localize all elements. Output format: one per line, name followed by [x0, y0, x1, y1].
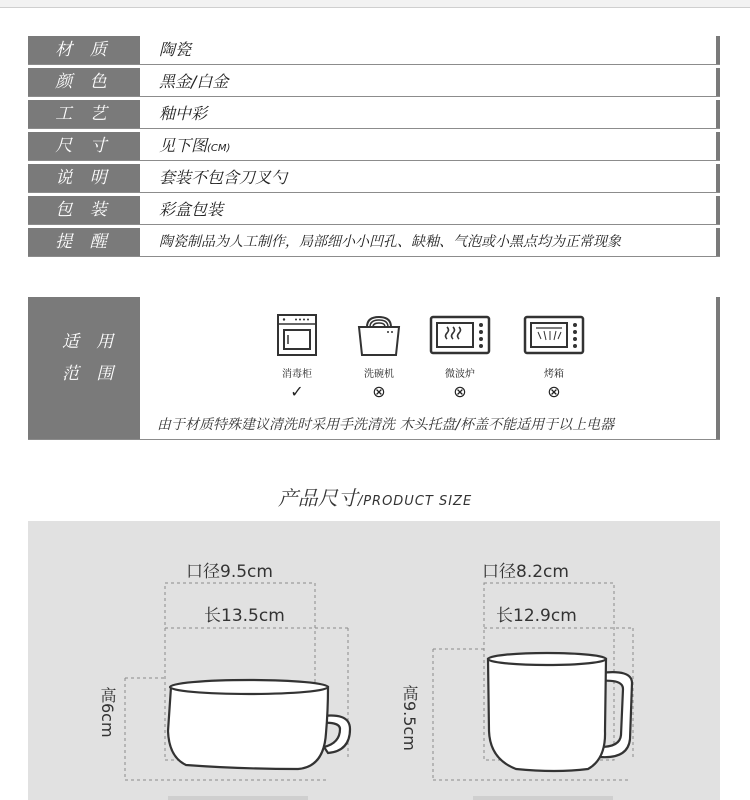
cup1-outline: [168, 680, 350, 769]
cross-icon: ⊗: [372, 382, 386, 401]
top-divider: [0, 0, 750, 8]
spec-table: [28, 36, 720, 260]
spec-label: 包 装: [28, 196, 140, 224]
cup2-height-label: 高9.5cm: [400, 685, 419, 751]
spec-label: 材 质: [28, 36, 140, 64]
spec-label: 颜 色: [28, 68, 140, 96]
check-icon: ✓: [290, 382, 304, 401]
usage-scope: [28, 297, 720, 440]
dimension-panel: [28, 521, 720, 800]
row-edge: [716, 196, 720, 224]
cup2-outline: [488, 653, 632, 771]
appliance-name: 烤箱: [544, 369, 564, 380]
spec-value: 彩盒包装: [159, 200, 224, 219]
cup2-mouth-label: 口径8.2cm: [482, 562, 569, 582]
sterilizer-icon: [275, 313, 319, 357]
spec-label: 说 明: [28, 164, 140, 192]
cup1-height-label: 高6cm: [98, 687, 117, 738]
spec-row-reminder: [28, 228, 720, 257]
row-edge: [716, 297, 720, 439]
appliance-name: 洗碗机: [364, 369, 394, 380]
spec-row-craft: [28, 100, 720, 129]
oven-icon: [522, 313, 586, 357]
spec-value: 陶瓷: [159, 40, 192, 59]
section-title-en: /PRODUCT SIZE: [357, 494, 473, 509]
row-edge: [716, 132, 720, 160]
spec-value: 套装不包含刀叉勺: [159, 168, 288, 187]
spec-row-size: [28, 132, 720, 161]
section-title-cn: 产品尺寸: [277, 486, 358, 510]
row-edge: [716, 228, 720, 256]
appliance-sterilizer: [262, 313, 332, 401]
cup1-length-label: 长13.5cm: [204, 606, 285, 626]
spec-label: 工 艺: [28, 100, 140, 128]
usage-label: [28, 297, 140, 439]
usage-label-line1: 适 用: [62, 332, 120, 352]
usage-label-line2: 范 围: [62, 364, 120, 384]
cross-icon: ⊗: [547, 382, 561, 401]
spec-row-packaging: [28, 196, 720, 225]
appliance-name: 消毒柜: [282, 369, 312, 380]
cup1-mouth-label: 口径9.5cm: [186, 562, 273, 582]
spec-row-color: [28, 68, 720, 97]
microwave-icon: [428, 313, 492, 357]
spec-value: 釉中彩: [159, 104, 208, 123]
appliance-oven: [519, 313, 589, 401]
spec-value: 黑金/白金: [159, 72, 229, 91]
spec-value: [159, 132, 230, 160]
size-unit: (CM): [207, 143, 231, 154]
appliance-microwave: [425, 313, 495, 401]
spec-row-material: [28, 36, 720, 65]
section-title: [0, 482, 750, 511]
cross-icon: ⊗: [453, 382, 467, 401]
cup2-length-label: 长12.9cm: [496, 606, 577, 626]
dishwasher-icon: [355, 313, 403, 357]
size-text: 见下图: [159, 136, 208, 155]
spec-row-description: [28, 164, 720, 193]
row-edge: [716, 36, 720, 64]
row-edge: [716, 68, 720, 96]
spec-label: 提 醒: [28, 228, 140, 256]
spec-value: 陶瓷制品为人工制作，局部细小小凹孔、缺釉、气泡或小黑点均为正常现象: [159, 234, 621, 250]
usage-note: 由于材质特殊建议清洗时采用手洗清洗 木头托盘/杯盖不能适用于以上电器: [157, 417, 615, 433]
row-edge: [716, 164, 720, 192]
cups-drawing: [28, 521, 720, 800]
spec-label: 尺 寸: [28, 132, 140, 160]
row-edge: [716, 100, 720, 128]
appliance-dishwasher: [344, 313, 414, 401]
appliance-name: 微波炉: [445, 369, 475, 380]
